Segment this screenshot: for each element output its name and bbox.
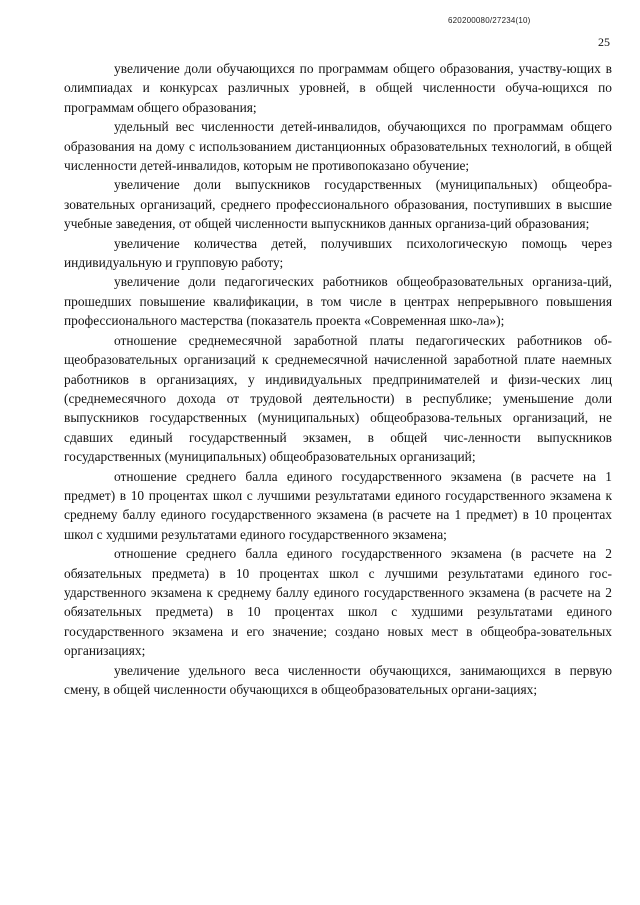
paragraph-5: увеличение доли педагогических работников общеобразовательных организа-ций, прошедших повышение квалификации, в том числе в центрах непрерывного повышения профессионального мастерства (показатель проекта «Современная шко-ла»); (64, 274, 612, 329)
document-body (64, 59, 612, 699)
paragraph-4: увеличение количества детей, получивших психологическую помощь через индивидуальную и групповую работу; (64, 235, 612, 271)
page-number: 25 (598, 35, 610, 49)
paragraph-9: увеличение удельного веса численности обучающихся, занимающихся в первую смену, в общей численности обучающихся в общеобразовательных органи-зациях; (64, 662, 612, 697)
paragraph-7: отношение среднего балла единого государственного экзамена (в расчете на 1 предмет) в 10 процентах школ с лучшими результатами единого государственного экзамена к среднему баллу единого государственного экзамена (в расчете на 1 предмет) в 10 процентах школ с худшими результатами единого государственного экзамена; (64, 468, 612, 542)
paragraph-1: увеличение доли обучающихся по программам общего образования, участву-ющих в олимпиадах и конкурсах различных уровней, в общей численности обуча-ющихся по программам общего образования; (64, 61, 612, 115)
paragraph-2: удельный вес численности детей-инвалидов, обучающихся по программам общего образования на дому с использованием дистанционных образовательных технологий, в общей численности детей-инвалидов, которым не противопоказано обучение; (64, 119, 612, 174)
paragraph-3: увеличение доли выпускников государственных (муниципальных) общеобра-зовательных организаций, среднего профессионального образования, поступивших в высшие учебные заведения, от общей численности выпускников данных организа-ций образования; (64, 177, 612, 232)
document-code: 620200080/27234(10) (448, 16, 531, 25)
paragraph-8: отношение среднего балла единого государственного экзамена (в расчете на 2 обязательных предмета) в 10 процентах школ с лучшими результатами единого гос-ударственного экзамена к среднему баллу единого государственного экзамена (в расчете на 2 обязательных предмета) в 10 процентах школ с худшими результатами единого государственного экзамена и его значение; создано новых мест в общеобра-зовательных организациях; (64, 546, 612, 659)
paragraph-6: отношение среднемесячной заработной платы педагогических работников об-щеобразовательных организаций к среднемесячной начисленной заработной плате наемных работников в организациях, у индивидуальных предпринимателей и физи-ческих лиц (среднемесячного дохода от трудовой деятельности) в республике; уменьшение доли выпускников государственных (муниципальных) общеобразова-тельных организаций, не сдавших единый государственный экзамен, в общей чис-ленности выпускников государственных (муниципальных) общеобразовательных организаций; (64, 332, 612, 465)
